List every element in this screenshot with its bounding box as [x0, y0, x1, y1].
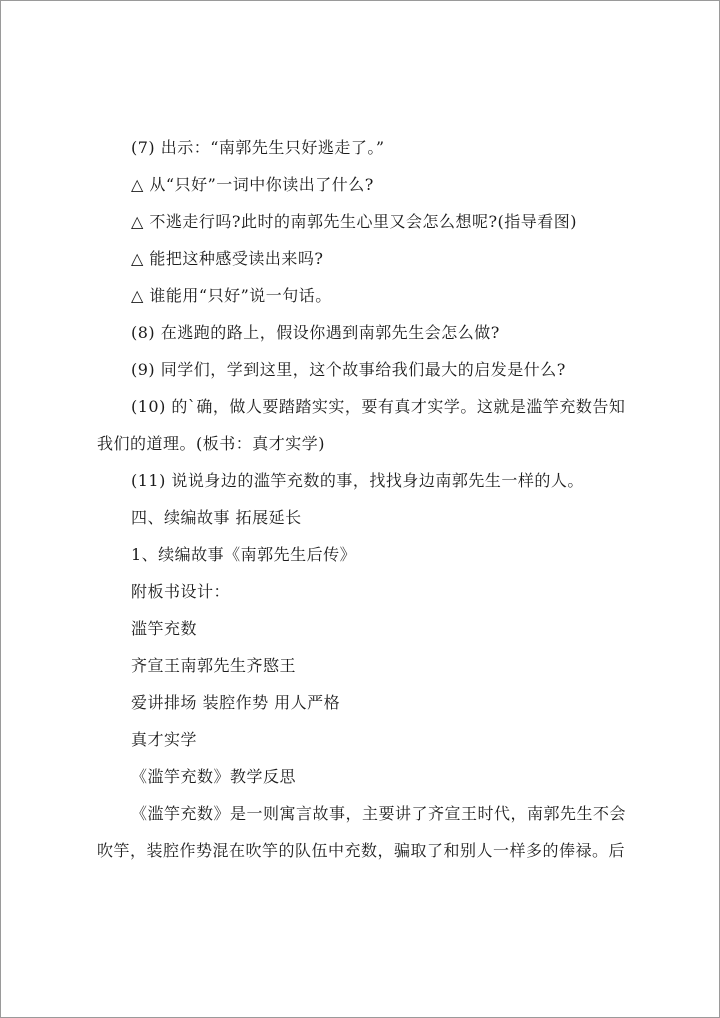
paragraph-line: (11) 说说身边的滥竽充数的事，找找身边南郭先生一样的人。	[131, 471, 584, 490]
paragraph-line: 吹竽，装腔作势混在吹竽的队伍中充数，骗取了和别人一样多的俸禄。后	[97, 841, 626, 860]
paragraph-line: (8) 在逃跑的路上，假设你遇到南郭先生会怎么做?	[131, 323, 500, 342]
board-design-line: 齐宣王南郭先生齐愍王	[131, 656, 297, 675]
paragraph-line: (9) 同学们，学到这里，这个故事给我们最大的启发是什么?	[131, 360, 566, 379]
paragraph-line: △ 谁能用“只好”说一句话。	[131, 286, 332, 305]
paragraph-line: 附板书设计：	[131, 582, 231, 601]
paragraph-line: △ 从“只好”一词中你读出了什么?	[131, 175, 374, 194]
section-heading: 《滥竽充数》教学反思	[131, 767, 297, 786]
board-design-line: 真才实学	[131, 730, 198, 749]
paragraph-line: △ 能把这种感受读出来吗?	[131, 249, 324, 268]
paragraph-line: 1、续编故事《南郭先生后传》	[131, 545, 357, 564]
paragraph-line: 我们的道理。(板书：真才实学)	[97, 434, 325, 453]
paragraph-line: △ 不逃走行吗?此时的南郭先生心里又会怎么想呢?(指导看图)	[131, 212, 578, 231]
paragraph-line: (10) 的`确，做人要踏踏实实，要有真才实学。这就是滥竽充数告知	[131, 397, 626, 416]
document-body	[97, 129, 637, 869]
section-heading: 四、续编故事 拓展延长	[131, 508, 302, 527]
board-design-line: 爱讲排场 装腔作势 用人严格	[131, 693, 341, 712]
paragraph-line: 《滥竽充数》是一则寓言故事，主要讲了齐宣王时代，南郭先生不会	[131, 804, 627, 823]
paragraph-line: (7) 出示：“南郭先生只好逃走了。”	[131, 138, 385, 157]
board-design-line: 滥竽充数	[131, 619, 198, 638]
